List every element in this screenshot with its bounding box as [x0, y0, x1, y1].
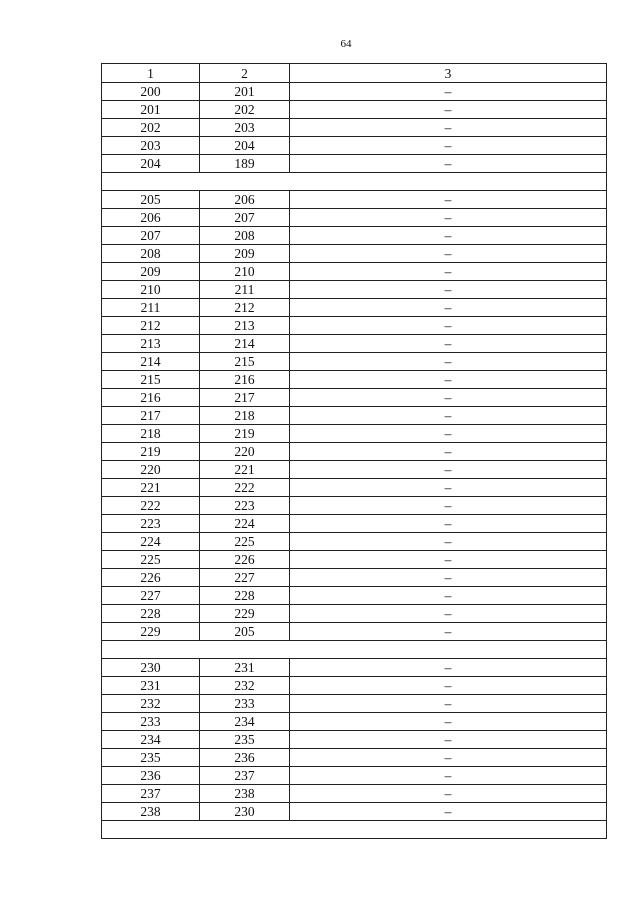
table-row [102, 533, 607, 551]
table-cell-col3: – [290, 281, 607, 299]
table-cell-col2: 234 [200, 713, 290, 731]
table-row [102, 263, 607, 281]
table-cell-col3: – [290, 137, 607, 155]
table-cell-col3: – [290, 461, 607, 479]
table-row [102, 281, 607, 299]
table-cell-col3: – [290, 209, 607, 227]
table-cell-col1: 238 [102, 803, 200, 821]
table-cell-col3: – [290, 731, 607, 749]
table-cell-col1: 201 [102, 101, 200, 119]
group-separator-row [102, 173, 607, 191]
table-row [102, 155, 607, 173]
table-cell-col2: 216 [200, 371, 290, 389]
table-cell-col2: 228 [200, 587, 290, 605]
table-cell-col1: 204 [102, 155, 200, 173]
table-row [102, 245, 607, 263]
table-cell-col2: 204 [200, 137, 290, 155]
table-cell-col3: – [290, 335, 607, 353]
table-row [102, 713, 607, 731]
table-cell-col2: 217 [200, 389, 290, 407]
table-cell-col3: – [290, 533, 607, 551]
table-cell-col2: 208 [200, 227, 290, 245]
table-cell-col3: – [290, 515, 607, 533]
table-row [102, 389, 607, 407]
group-separator-row [102, 821, 607, 839]
header-cell-col2: 2 [200, 64, 290, 83]
table-row [102, 353, 607, 371]
table-cell-col3: – [290, 551, 607, 569]
table-cell-col3: – [290, 605, 607, 623]
table-row [102, 623, 607, 641]
table-cell-col2: 203 [200, 119, 290, 137]
table-cell-col1: 207 [102, 227, 200, 245]
table-cell-col1: 208 [102, 245, 200, 263]
table-cell-col3: – [290, 569, 607, 587]
table-cell-col3: – [290, 443, 607, 461]
table-cell-col2: 201 [200, 83, 290, 101]
table-row [102, 299, 607, 317]
table-cell-col1: 227 [102, 587, 200, 605]
table-row [102, 227, 607, 245]
table-row [102, 317, 607, 335]
table-row [102, 605, 607, 623]
table-row [102, 569, 607, 587]
table-cell-col2: 238 [200, 785, 290, 803]
table-cell-col2: 220 [200, 443, 290, 461]
table-cell-col1: 225 [102, 551, 200, 569]
table-cell-col1: 220 [102, 461, 200, 479]
table-cell-col2: 210 [200, 263, 290, 281]
table-cell-col2: 207 [200, 209, 290, 227]
table-row [102, 461, 607, 479]
table-cell-col3: – [290, 299, 607, 317]
table-cell-col2: 229 [200, 605, 290, 623]
table-row [102, 101, 607, 119]
table-row [102, 497, 607, 515]
table-row [102, 677, 607, 695]
table-cell-col3: – [290, 497, 607, 515]
table-row [102, 83, 607, 101]
table-cell-col3: – [290, 227, 607, 245]
table-cell-col2: 206 [200, 191, 290, 209]
group-separator-row [102, 641, 607, 659]
table-body [102, 64, 607, 839]
table-cell-col2: 189 [200, 155, 290, 173]
table-row [102, 371, 607, 389]
table-row [102, 803, 607, 821]
table-cell-col1: 229 [102, 623, 200, 641]
group-separator-cell [102, 821, 607, 839]
table-cell-col1: 214 [102, 353, 200, 371]
table-cell-col1: 205 [102, 191, 200, 209]
table-cell-col1: 218 [102, 425, 200, 443]
table-cell-col3: – [290, 767, 607, 785]
table-row [102, 443, 607, 461]
table-cell-col1: 219 [102, 443, 200, 461]
table-cell-col1: 222 [102, 497, 200, 515]
table-header-row [102, 64, 607, 83]
table-cell-col3: – [290, 677, 607, 695]
table-cell-col2: 237 [200, 767, 290, 785]
table-cell-col3: – [290, 785, 607, 803]
table-row [102, 587, 607, 605]
table-cell-col3: – [290, 407, 607, 425]
table-cell-col1: 234 [102, 731, 200, 749]
table-cell-col2: 209 [200, 245, 290, 263]
table-cell-col2: 215 [200, 353, 290, 371]
table-cell-col1: 232 [102, 695, 200, 713]
table-cell-col2: 231 [200, 659, 290, 677]
table-cell-col3: – [290, 623, 607, 641]
table-cell-col3: – [290, 101, 607, 119]
table-cell-col1: 228 [102, 605, 200, 623]
table-cell-col3: – [290, 713, 607, 731]
table-cell-col3: – [290, 353, 607, 371]
table-cell-col3: – [290, 587, 607, 605]
table-cell-col2: 227 [200, 569, 290, 587]
data-table [101, 63, 607, 839]
table-row [102, 119, 607, 137]
table-cell-col2: 223 [200, 497, 290, 515]
table-row [102, 515, 607, 533]
table-cell-col3: – [290, 803, 607, 821]
header-cell-col3: 3 [290, 64, 607, 83]
table-cell-col1: 236 [102, 767, 200, 785]
table-cell-col3: – [290, 245, 607, 263]
table-cell-col3: – [290, 695, 607, 713]
table-cell-col3: – [290, 83, 607, 101]
table-cell-col3: – [290, 155, 607, 173]
table-cell-col2: 205 [200, 623, 290, 641]
table-cell-col2: 202 [200, 101, 290, 119]
table-cell-col2: 214 [200, 335, 290, 353]
table-cell-col2: 235 [200, 731, 290, 749]
table-cell-col3: – [290, 119, 607, 137]
table-row [102, 209, 607, 227]
table-cell-col3: – [290, 479, 607, 497]
table-row [102, 335, 607, 353]
table-cell-col1: 223 [102, 515, 200, 533]
table-cell-col1: 230 [102, 659, 200, 677]
table-cell-col3: – [290, 191, 607, 209]
table-row [102, 659, 607, 677]
table-cell-col1: 231 [102, 677, 200, 695]
table-cell-col2: 219 [200, 425, 290, 443]
table-cell-col3: – [290, 317, 607, 335]
group-separator-cell [102, 641, 607, 659]
table-row [102, 191, 607, 209]
table-row [102, 695, 607, 713]
table-cell-col2: 224 [200, 515, 290, 533]
table-cell-col1: 212 [102, 317, 200, 335]
table-cell-col2: 221 [200, 461, 290, 479]
table-cell-col1: 203 [102, 137, 200, 155]
table-row [102, 407, 607, 425]
group-separator-cell [102, 173, 607, 191]
table-cell-col2: 218 [200, 407, 290, 425]
table-cell-col1: 209 [102, 263, 200, 281]
table-cell-col2: 211 [200, 281, 290, 299]
table-cell-col1: 202 [102, 119, 200, 137]
table-cell-col2: 232 [200, 677, 290, 695]
header-cell-col1: 1 [102, 64, 200, 83]
table-cell-col1: 221 [102, 479, 200, 497]
table-cell-col2: 236 [200, 749, 290, 767]
table-cell-col1: 206 [102, 209, 200, 227]
table-cell-col1: 213 [102, 335, 200, 353]
table-row [102, 749, 607, 767]
table-cell-col1: 226 [102, 569, 200, 587]
table-cell-col2: 225 [200, 533, 290, 551]
table-cell-col2: 213 [200, 317, 290, 335]
page-number: 64 [340, 38, 352, 50]
table-cell-col1: 200 [102, 83, 200, 101]
table-cell-col3: – [290, 659, 607, 677]
table-cell-col1: 210 [102, 281, 200, 299]
table-cell-col1: 233 [102, 713, 200, 731]
table-row [102, 785, 607, 803]
table-cell-col1: 215 [102, 371, 200, 389]
table-cell-col1: 237 [102, 785, 200, 803]
table-cell-col2: 222 [200, 479, 290, 497]
table-row [102, 425, 607, 443]
table-cell-col1: 211 [102, 299, 200, 317]
table-row [102, 731, 607, 749]
table-cell-col1: 224 [102, 533, 200, 551]
table-cell-col2: 212 [200, 299, 290, 317]
table-cell-col2: 226 [200, 551, 290, 569]
table-row [102, 479, 607, 497]
table-cell-col3: – [290, 371, 607, 389]
table-row [102, 551, 607, 569]
table-row [102, 137, 607, 155]
table-cell-col3: – [290, 263, 607, 281]
table-row [102, 767, 607, 785]
table-cell-col3: – [290, 389, 607, 407]
table-cell-col3: – [290, 749, 607, 767]
table-cell-col2: 233 [200, 695, 290, 713]
table-cell-col1: 216 [102, 389, 200, 407]
table-cell-col2: 230 [200, 803, 290, 821]
table-cell-col1: 235 [102, 749, 200, 767]
table-cell-col1: 217 [102, 407, 200, 425]
table-cell-col3: – [290, 425, 607, 443]
